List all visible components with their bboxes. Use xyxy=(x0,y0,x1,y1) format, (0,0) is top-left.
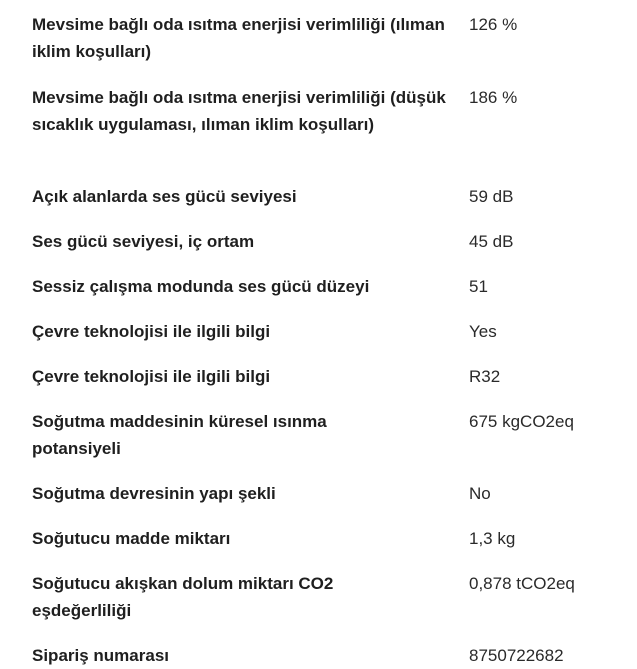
spec-label: Soğutma maddesinin küresel ısınma potansiyeli xyxy=(32,412,327,458)
spec-value: No xyxy=(469,484,491,503)
spec-label: Mevsime bağlı oda ısıtma enerjisi verimliliği (ılıman iklim koşulları) xyxy=(32,15,445,61)
spec-value: 8750722682 xyxy=(469,646,564,665)
spec-label: Soğutma devresinin yapı şekli xyxy=(32,484,276,503)
spec-label: Soğutucu akışkan dolum miktarı CO2 eşdeğerliliği xyxy=(32,574,334,620)
spec-value: 1,3 kg xyxy=(469,529,516,548)
spec-value: 126 % xyxy=(469,15,518,34)
spec-label: Ses gücü seviyesi, iç ortam xyxy=(32,232,255,251)
spec-label: Sessiz çalışma modunda ses gücü düzeyi xyxy=(32,277,370,296)
spec-value: R32 xyxy=(469,367,501,386)
spec-value: 59 dB xyxy=(469,187,514,206)
spec-label: Çevre teknolojisi ile ilgili bilgi xyxy=(32,322,271,341)
spec-label: Çevre teknolojisi ile ilgili bilgi xyxy=(32,367,271,386)
spec-label: Açık alanlarda ses gücü seviyesi xyxy=(32,187,297,206)
spec-value: 675 kgCO2eq xyxy=(469,412,574,431)
spec-value: 45 dB xyxy=(469,232,514,251)
spec-value: 51 xyxy=(469,277,488,296)
spec-value: Yes xyxy=(469,322,497,341)
spec-label: Soğutucu madde miktarı xyxy=(32,529,231,548)
spec-value: 0,878 tCO2eq xyxy=(469,574,575,593)
spec-label: Sipariş numarası xyxy=(32,646,170,665)
spec-value: 186 % xyxy=(469,88,518,107)
spec-label: Mevsime bağlı oda ısıtma enerjisi verimliliği (düşük sıcaklık uygulaması, ılıman iklim koşulları) xyxy=(32,88,446,134)
